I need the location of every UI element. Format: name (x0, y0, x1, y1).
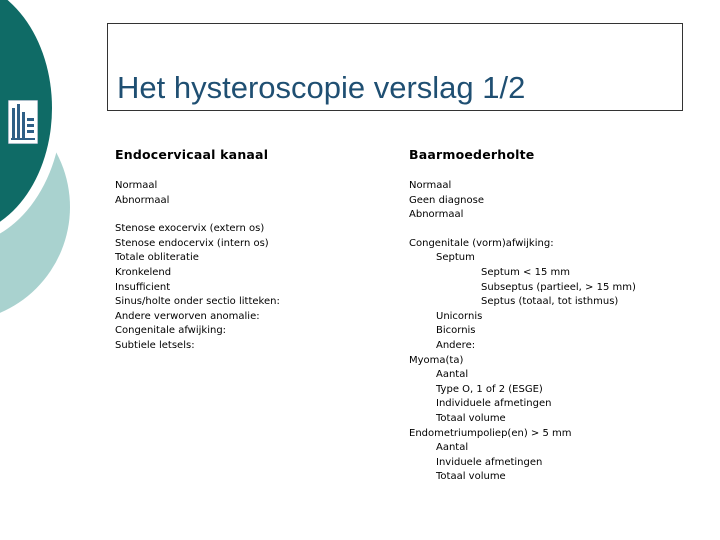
title-box (107, 23, 683, 111)
left-heading: Endocervicaal kanaal (115, 147, 269, 162)
left-item: Totale obliteratie (115, 252, 199, 264)
left-item: Subtiele letsels: (115, 339, 195, 351)
right-item: Abnormaal (409, 209, 464, 221)
left-item: Kronkelend (115, 266, 172, 278)
right-item: Subseptus (partieel, > 15 mm) (481, 281, 636, 293)
left-item: Congenitale afwijking: (115, 325, 227, 337)
right-item: Septum (436, 252, 475, 264)
left-item: Abnormaal (115, 194, 170, 206)
right-item: Normaal (409, 180, 452, 191)
right-item: Unicornis (436, 310, 483, 322)
left-item: Sinus/holte onder sectio litteken: (115, 296, 280, 308)
right-item: Geen diagnose (409, 194, 484, 206)
right-column (409, 147, 709, 485)
right-item: Aantal (436, 369, 469, 381)
left-item: Andere verworven anomalie: (115, 310, 260, 322)
right-item: Myoma(ta) (409, 354, 464, 366)
right-item: Type O, 1 of 2 (ESGE) (436, 383, 543, 395)
right-item: Individuele afmetingen (436, 398, 552, 410)
right-heading: Baarmoederholte (409, 147, 535, 162)
right-item: Totaal volume (436, 412, 506, 424)
left-item: Stenose exocervix (extern os) (115, 223, 265, 235)
right-item: Totaal volume (436, 471, 506, 483)
left-item: Insufficient (115, 281, 171, 293)
right-item: Aantal (436, 442, 469, 454)
right-item: Andere: (436, 339, 476, 351)
right-item: Septum < 15 mm (481, 266, 570, 278)
right-item: Inviduele afmetingen (436, 456, 543, 468)
left-item: Stenose endocervix (intern os) (115, 237, 269, 249)
right-item: Congenitale (vorm)afwijking: (409, 237, 554, 249)
slide-title: Het hysteroscopie verslag 1/2 (117, 70, 526, 105)
right-item: Septus (totaal, tot isthmus) (481, 296, 619, 308)
right-item: Bicornis (436, 325, 476, 337)
left-column (115, 147, 385, 354)
right-item: Endometriumpoliep(en) > 5 mm (409, 427, 572, 439)
building-logo-icon (8, 100, 38, 144)
left-item: Normaal (115, 180, 158, 191)
